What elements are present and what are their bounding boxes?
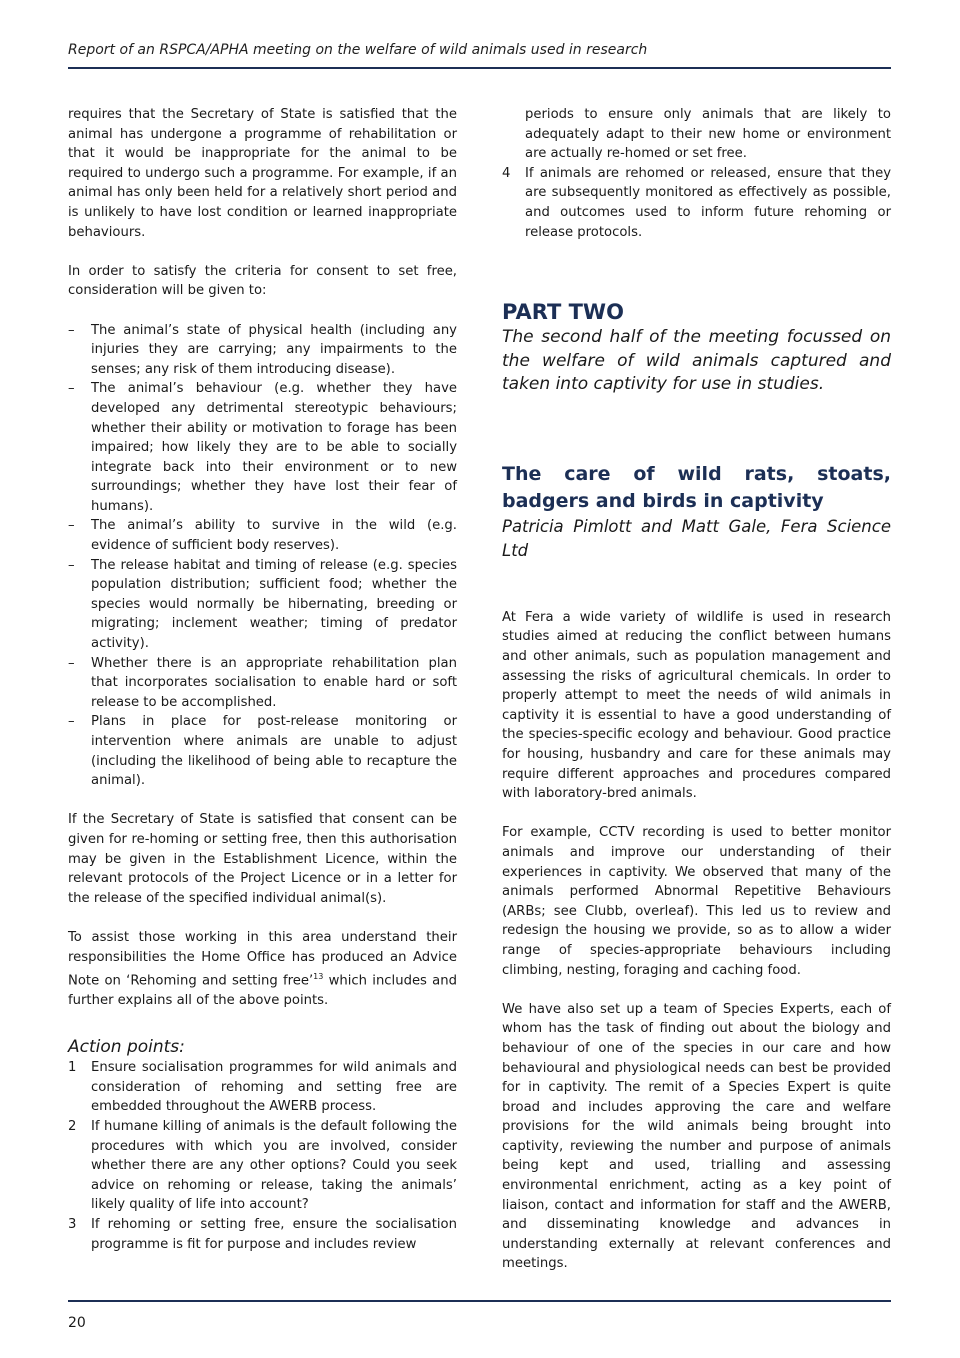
list-item-text: The animal’s state of physical health (including any injuries they are carrying; any impairments to the senses; any risk of them introducing disease). [91,322,457,377]
list-number: 3 [68,1217,77,1233]
list-item [68,516,457,555]
part-heading: PART TWO [502,300,624,325]
header-rule [68,67,891,69]
list-item [502,105,891,164]
dash-marker: – [68,557,75,573]
action-points-list-cont [502,105,891,242]
list-item [68,379,457,516]
left-column [68,105,457,1254]
right-paragraph-1: At Fera a wide variety of wildlife is used in research studies aimed at reducing the conflict between humans and other animals, such as population management and assessing the risks of agricultural chemicals. In order to properly attempt to meet the needs of wild animals in captivity it is essential to have a good understanding of the species-specific ecology and behaviour. Good practice for housing, husbandry and care for these animals may require different approaches and procedures compared with laboratory-bred animals. [502,609,891,802]
section-heading: The care of wild rats, stoats, badgers and birds in captivity [502,463,891,513]
left-paragraph-2: In order to satisfy the criteria for consent to set free, consideration will be given to: [68,263,457,299]
dash-marker: – [68,714,75,730]
list-number: 4 [502,165,511,181]
running-header: Report of an RSPCA/APHA meeting on the welfare of wild animals used in research [68,42,648,58]
footnote-ref: 13 [313,972,324,982]
spacer [502,582,891,608]
list-item-text: The animal’s ability to survive in the wild (e.g. evidence of sufficient body reserves). [91,518,457,554]
list-item-text: periods to ensure only animals that are likely to adequately adapt to their new home or environment are actually re-homed or set free. [525,107,891,162]
action-points-title: Action points: [68,1037,185,1058]
right-paragraph-2: For example, CCTV recording is used to better monitor animals and improve our understanding of their experiences in captivity. We observed that many of the animals performed Abnormal Repetitive Behaviours (ARBs; see Clubb, overleaf). This led us to review and redesign the housing we provide, so as to allow a wider range of species-appropriate behaviours including climbing, nesting, foraging and caching food. [502,825,891,978]
list-number: 2 [68,1119,77,1135]
part-subtitle: The second half of the meeting focussed on the welfare of wild animals captured and taken into captivity for use in studies. [502,327,891,395]
section-author: Patricia Pimlott and Matt Gale, Fera Science Ltd [502,517,891,560]
dash-marker: – [68,518,75,534]
list-item-text: If rehoming or setting free, ensure the socialisation programme is fit for purpose and includes review [91,1217,457,1252]
list-item [68,1058,457,1117]
list-item [68,712,457,790]
list-number: 1 [68,1060,77,1076]
left-paragraph-1: requires that the Secretary of State is satisfied that the animal has undergone a programme of rehabilitation or that it would be inappropriate for the animal to be required to undergo such a programme. For example, if an animal has only been held for a relatively short period and is unlikely to have lost condition or learned inappropriate behaviours. [68,107,457,240]
left-paragraph-4 [68,928,457,1011]
list-item-text: Whether there is an appropriate rehabilitation plan that incorporates socialisation to enable hard or soft release to be accomplished. [91,655,457,710]
right-paragraph-3: We have also set up a team of Species Experts, each of whom has the task of finding out about the biology and behaviour of one of the species in our care and how behavioural and physiological needs can best be provided for in captivity. The remit of a Species Expert is quite broad and includes approving the care and welfare provisions for the wild animals being brought into captivity, reviewing the number and purpose of animals being kept and used, trialling and assessing environmental enrichment, acting as a key point of liaison, contact and information for staff and the AWERB, and disseminating knowledge and advances in understanding externally at relevant conferences and meetings. [502,1001,891,1272]
dash-marker: – [68,322,75,338]
action-points-list [68,1058,457,1254]
list-item-text: If humane killing of animals is the default following the procedures with which you are involved, consider whether there are any other options? Could you seek advice on rehoming or release, taking the animals’ likely quality of life into account? [91,1119,457,1213]
dash-marker: – [68,655,75,671]
list-item [68,1117,457,1215]
list-item-text: Ensure socialisation programmes for wild animals and consideration of rehoming and setting free are embedded throughout the AWERB process. [91,1060,457,1115]
list-item-text: The animal’s behaviour (e.g. whether they have developed any detrimental stereotypic behaviours; whether their ability or motivation to forage has been impaired; how likely they are to be able to socially integrate back into their environment or to new surroundings; whether they have lost their fear of humans). [91,381,457,514]
list-item [68,654,457,713]
left-paragraph-3: If the Secretary of State is satisfied that consent can be given for re-homing or setting free, then this authorisation may be given in the Establishment Licence, within the relevant protocols of the Project Licence or in a letter for the release of the specified individual animal(s). [68,812,457,906]
list-item [502,164,891,242]
footer-rule [68,1300,891,1302]
list-item-text: Plans in place for post-release monitoring or intervention where animals are unable to adjust (including the likelihood of being able to recapture the animal). [91,714,457,789]
paragraph-text: which includes and further explains all of the above points. [68,973,457,1009]
list-item-text: The release habitat and timing of release (e.g. species population distribution; sufficient food; whether the species would normally be hibernating, breeding or migrating; inclement weather; timing of predator activity). [91,557,457,652]
list-item [68,321,457,380]
page-number: 20 [68,1315,86,1331]
paragraph-text: To assist those working in this area understand their responsibilities the Home Office has produced an Advice Note on ‘Rehoming and setting free’ [68,929,457,989]
list-item [68,1215,457,1254]
spacer [502,416,891,461]
right-column [502,105,891,1294]
list-item [68,556,457,654]
criteria-list [68,321,457,791]
spacer [502,242,891,298]
list-item-text: If animals are rehomed or released, ensure that they are subsequently monitored as effectively as possible, and outcomes used to inform future rehoming or release protocols. [525,165,891,240]
dash-marker: – [68,381,75,397]
